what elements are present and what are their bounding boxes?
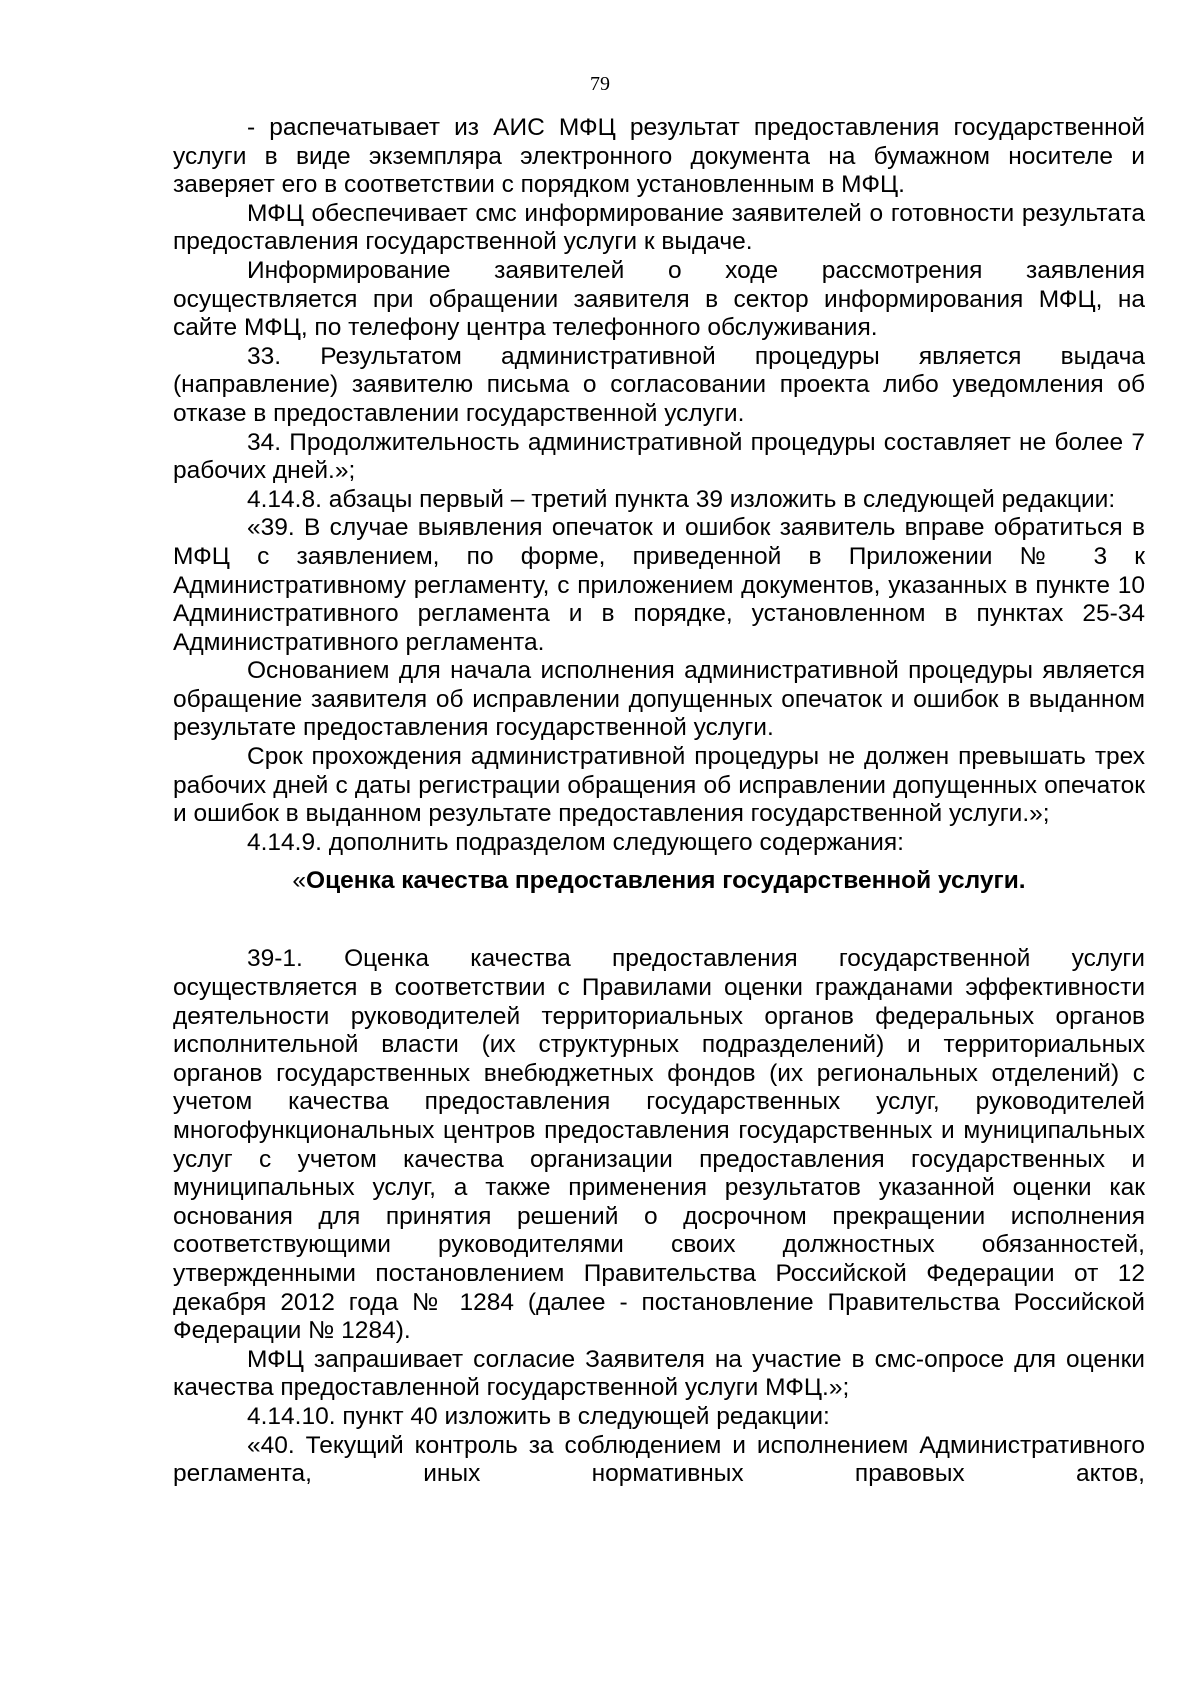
section-heading (173, 863, 1145, 945)
paragraph-amendment-4-14-10: 4.14.10. пункт 40 изложить в следующей редакции: (247, 1402, 830, 1430)
paragraph-clause-40: «40. Текущий контроль за соблюдением и исполнением Административного регламента, иных нормативных правовых актов, (173, 1431, 1145, 1488)
paragraph-clause-39: «39. В случае выявления опечаток и ошибок заявитель вправе обратиться в МФЦ с заявлением, по форме, приведенной в Приложении № 3 к Административному регламенту, с приложением документов, указанных в пункте 10 Административного регламента и в порядке, установленном в пунктах 25-34 Административного регламента. (173, 514, 1145, 656)
paragraph-informing-applicants: Информирование заявителей о ходе рассмотрения заявления осуществляется при обращении заявителя в сектор информирования МФЦ, на сайте МФЦ, по телефону центра телефонного обслуживания. (173, 256, 1145, 342)
paragraph-clause-33: 33. Результатом административной процедуры является выдача (направление) заявителю письма о согласовании проекта либо уведомления об отказе в предоставлении государственной услуги. (173, 342, 1145, 427)
paragraph-amendment-4-14-8: 4.14.8. абзацы первый – третий пункта 39 изложить в следующей редакции: (247, 485, 1116, 513)
paragraph-procedure-deadline: Срок прохождения административной процедуры не должен превышать трех рабочих дней с даты регистрации обращения об исправлении допущенных опечаток и ошибок в выданном результате предоставления государственной услуги.»; (173, 743, 1145, 828)
paragraph-clause-34: 34. Продолжительность административной процедуры составляет не более 7 рабочих дней.»; (173, 428, 1145, 485)
paragraph-sms-survey: МФЦ запрашивает согласие Заявителя на участие в смс-опросе для оценки качества предоставленной государственной услуги МФЦ.»; (173, 1345, 1145, 1402)
paragraph-clause-39-1: 39-1. Оценка качества предоставления государственной услуги осуществляется в соответствии с Правилами оценки гражданами эффективности деятельности руководителей территориальных органов федеральных органов исполнительной власти (их структурных подразделений) и территориальных органов государственных внебюджетных фондов (их региональных отделений) с учетом качества предоставления государственных услуг, руководителей многофункциональных центров предоставления государственных и муниципальных услуг с учетом качества организации предоставления государственных и муниципальных услуг, а также применения результатов указанной оценки как основания для принятия решений о досрочном прекращении исполнения соответствующими руководителями своих должностных обязанностей, утвержденными постановлением Правительства Российской Федерации от 12 декабря 2012 года № 1284 (далее - постановление Правительства Российской Федерации № 1284). (173, 945, 1145, 1345)
document-body (173, 114, 1145, 1489)
heading-open-quote: « (292, 867, 307, 895)
paragraph-sms-notification: МФЦ обеспечивает смс информирование заявителей о готовности результата предоставления государственной услуги к выдаче. (173, 199, 1145, 256)
paragraph-amendment-4-14-9: 4.14.9. дополнить подразделом следующего содержания: (247, 828, 904, 856)
paragraph-print-result: - распечатывает из АИС МФЦ результат предоставления государственной услуги в виде экземпляра электронного документа на бумажном носителе и заверяет его в соответствии с порядком установленным в МФЦ. (173, 114, 1145, 199)
paragraph-procedure-basis: Основанием для начала исполнения административной процедуры является обращение заявителя об исправлении допущенных опечаток и ошибок в выданном результате предоставления государственной услуги. (173, 657, 1145, 742)
page-number: 79 (590, 73, 610, 95)
heading-text: Оценка качества предоставления государственной услуги. (306, 867, 1026, 895)
